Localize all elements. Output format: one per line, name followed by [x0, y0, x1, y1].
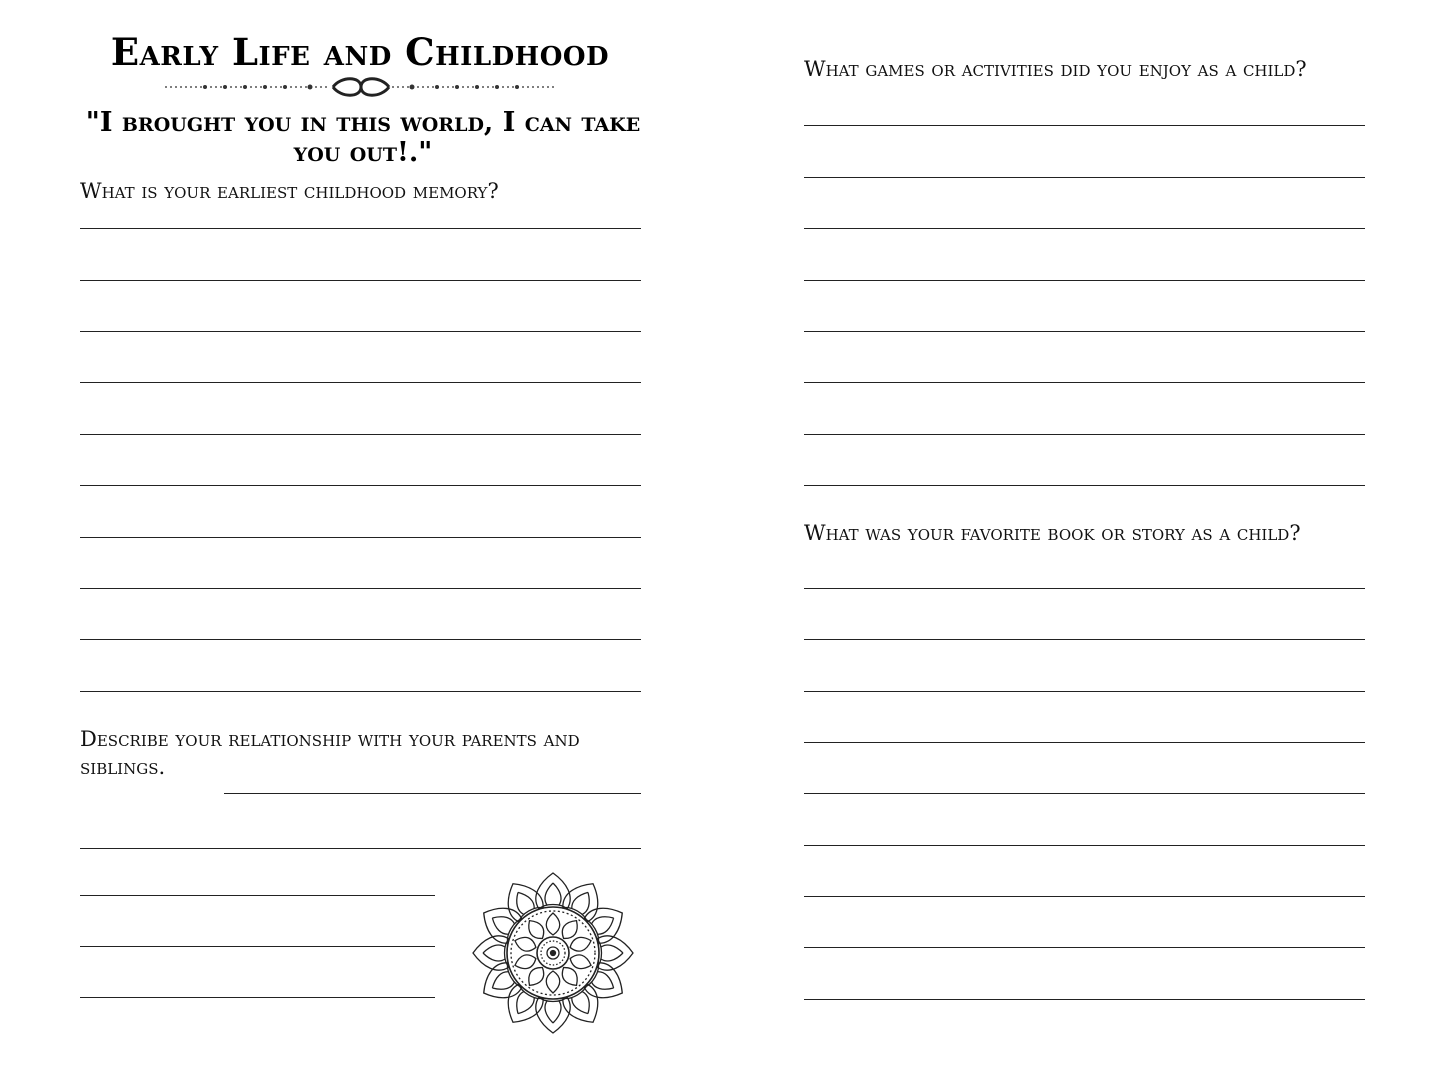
- answer-line[interactable]: [804, 434, 1365, 435]
- answer-line[interactable]: [804, 331, 1365, 332]
- answer-line[interactable]: [804, 691, 1365, 692]
- answer-line[interactable]: [804, 228, 1365, 229]
- answer-line[interactable]: [80, 382, 641, 383]
- answer-line[interactable]: [80, 848, 641, 849]
- answer-line[interactable]: [804, 280, 1365, 281]
- answer-line[interactable]: [80, 331, 641, 332]
- answer-line[interactable]: [804, 896, 1365, 897]
- answer-line[interactable]: [80, 434, 641, 435]
- answer-line[interactable]: [804, 588, 1365, 589]
- answer-line[interactable]: [224, 793, 641, 794]
- answer-line[interactable]: [80, 946, 435, 947]
- answer-line[interactable]: [804, 485, 1365, 486]
- ornament-divider-icon: [165, 76, 557, 98]
- right-page: [722, 0, 1445, 1071]
- page-title: Early Life and Childhood: [110, 30, 610, 74]
- answer-line[interactable]: [80, 228, 641, 229]
- answer-line[interactable]: [804, 845, 1365, 846]
- answer-line[interactable]: [804, 639, 1365, 640]
- left-page: [0, 0, 722, 1071]
- answer-line[interactable]: [804, 382, 1365, 383]
- answer-line[interactable]: [80, 997, 435, 998]
- answer-line[interactable]: [80, 588, 641, 589]
- answer-line[interactable]: [80, 485, 641, 486]
- answer-line[interactable]: [804, 947, 1365, 948]
- mandala-icon: [470, 870, 636, 1036]
- answer-line[interactable]: [80, 691, 641, 692]
- question-games-activities: What games or activities did you enjoy as a child?: [804, 57, 1307, 81]
- question-earliest-memory: What is your earliest childhood memory?: [80, 179, 499, 203]
- answer-line[interactable]: [804, 177, 1365, 178]
- answer-line[interactable]: [804, 793, 1365, 794]
- answer-line[interactable]: [804, 999, 1365, 1000]
- answer-line[interactable]: [804, 742, 1365, 743]
- answer-line[interactable]: [804, 125, 1365, 126]
- question-family-relationship: Describe your relationship with your parents and siblings.: [80, 727, 580, 779]
- answer-line[interactable]: [80, 639, 641, 640]
- answer-line[interactable]: [80, 537, 641, 538]
- question-favorite-book: What was your favorite book or story as a child?: [804, 521, 1301, 545]
- answer-line[interactable]: [80, 280, 641, 281]
- answer-line[interactable]: [80, 895, 435, 896]
- quote: "I brought you in this world, I can take you out!.": [85, 107, 641, 168]
